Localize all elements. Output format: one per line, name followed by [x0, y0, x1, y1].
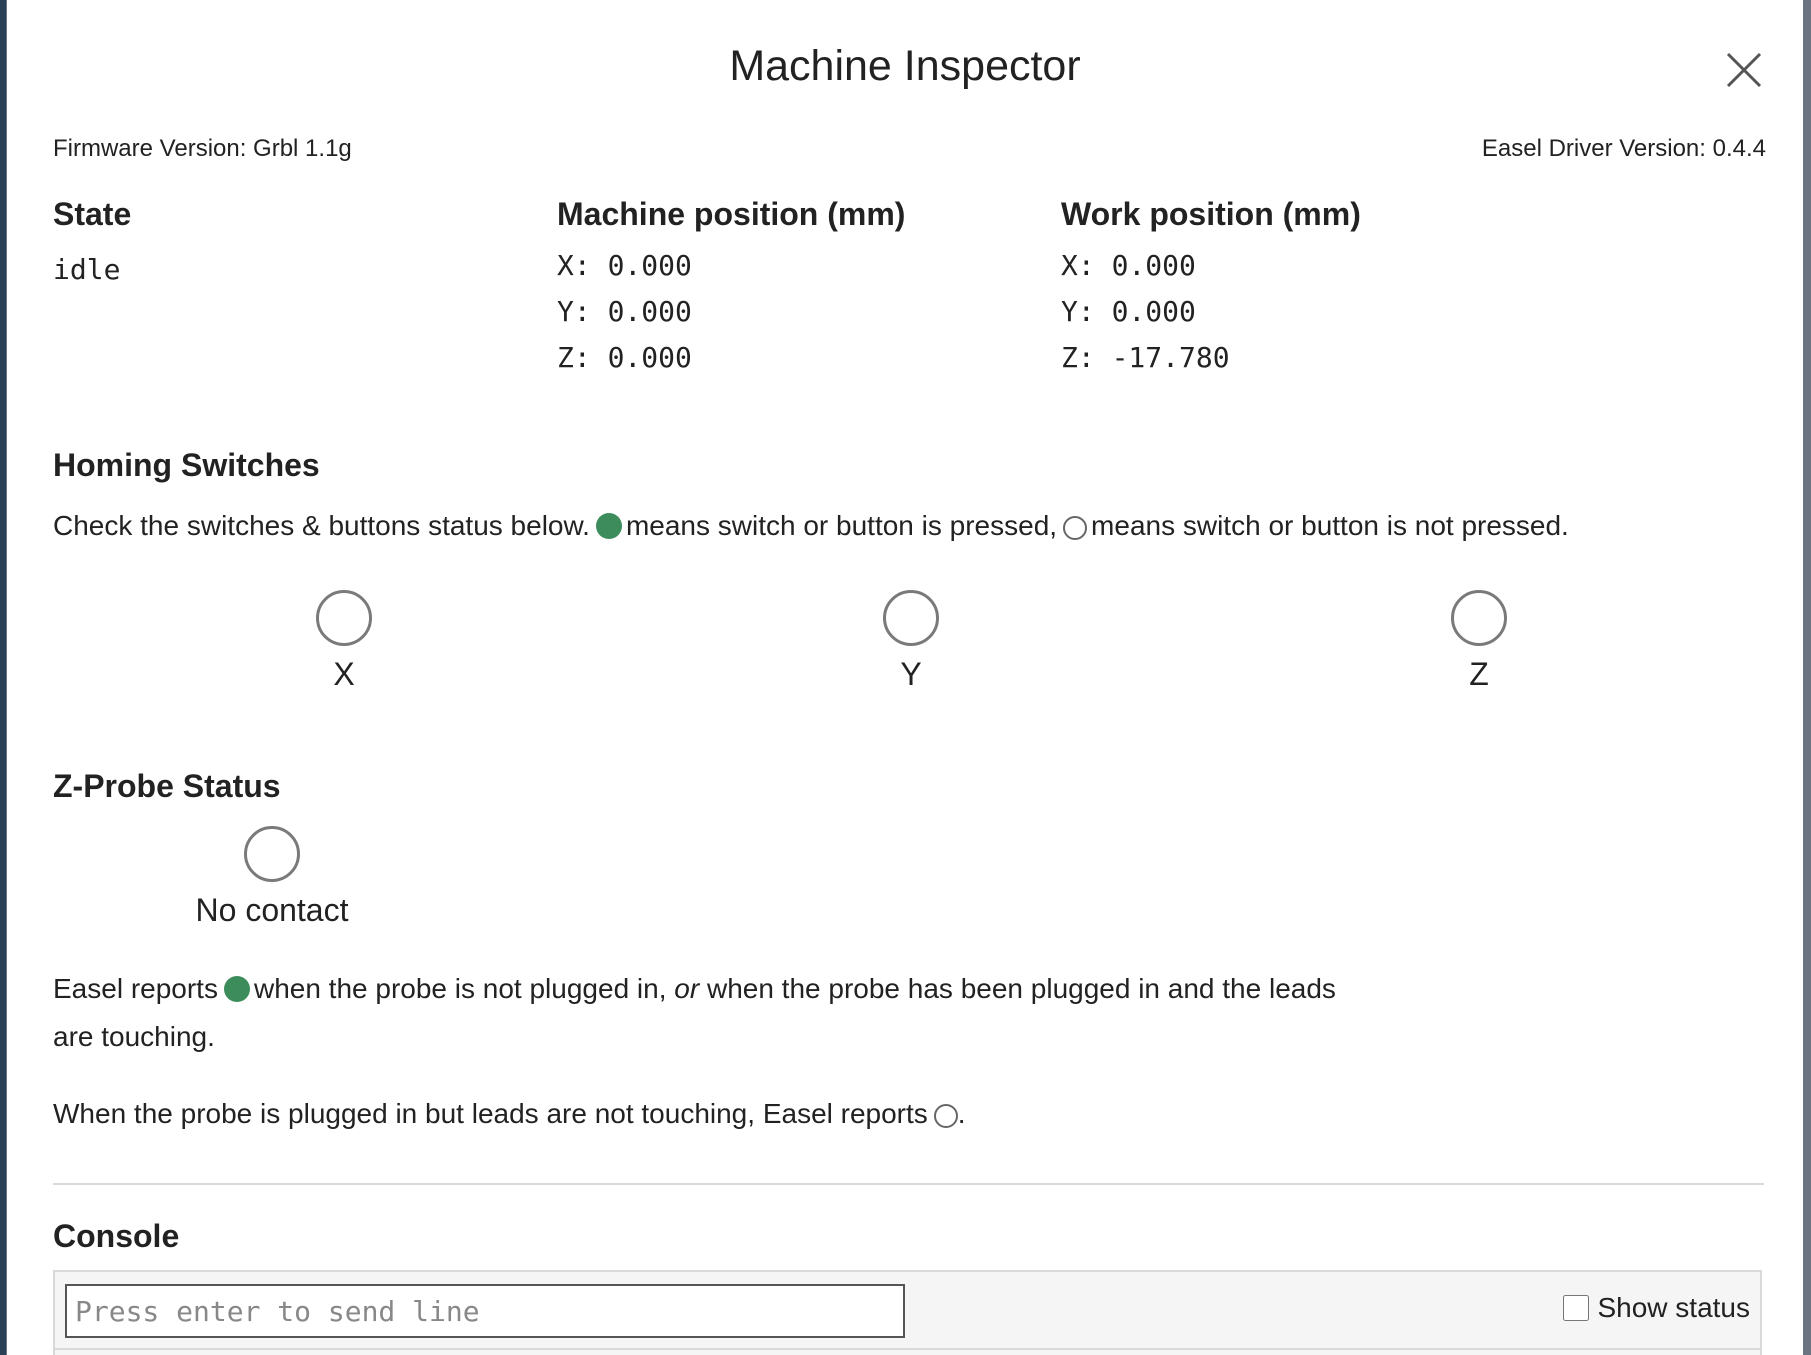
machine-y-value: Y: 0.000 — [557, 295, 692, 328]
show-status-label: Show status — [1597, 1292, 1750, 1323]
zprobe-note1-part3: when the probe has been plugged in and the leads — [706, 973, 1336, 1004]
console-output-border — [55, 1348, 1760, 1350]
state-value: idle — [53, 253, 121, 286]
switch-x-label: X — [333, 656, 355, 692]
firmware-version: Firmware Version: Grbl 1.1g — [53, 135, 352, 162]
section-divider — [53, 1183, 1764, 1185]
pressed-dot-icon — [224, 976, 250, 1002]
console-input[interactable] — [65, 1284, 905, 1338]
homing-switch-x — [284, 590, 404, 693]
zprobe-heading: Z-Probe Status — [53, 768, 281, 804]
machine-position-heading: Machine position (mm) — [557, 196, 906, 232]
machine-position-column — [557, 196, 905, 381]
close-button[interactable] — [1722, 48, 1766, 92]
close-icon — [1722, 48, 1766, 92]
driver-version: Easel Driver Version: 0.4.4 — [1481, 135, 1766, 162]
not-pressed-dot-icon — [934, 1104, 958, 1128]
zprobe-note1-or: or — [674, 973, 700, 1004]
machine-x-value: X: 0.000 — [557, 249, 692, 282]
zprobe-status-label: No contact — [195, 892, 349, 928]
machine-z-value: Z: 0.000 — [557, 341, 692, 374]
zprobe-note1-part1: Easel reports — [53, 973, 218, 1004]
work-position-column — [1061, 196, 1361, 381]
zprobe-note2-part1: When the probe is plugged in but leads are not touching, Easel reports — [53, 1098, 928, 1129]
machine-inspector-modal — [7, 0, 1803, 1355]
homing-switch-z — [1419, 590, 1539, 693]
switch-z-indicator-icon — [1451, 590, 1507, 646]
state-heading: State — [53, 196, 132, 232]
homing-description — [53, 502, 1569, 550]
zprobe-status-icon — [244, 826, 300, 882]
modal-title: Machine Inspector — [729, 42, 1081, 90]
switch-z-label: Z — [1469, 656, 1489, 692]
zprobe-note1-part2: when the probe is not plugged in, — [253, 973, 667, 1004]
show-status-toggle[interactable] — [1563, 1292, 1750, 1324]
switch-y-indicator-icon — [883, 590, 939, 646]
work-x-value: X: 0.000 — [1061, 249, 1196, 282]
work-z-value: Z: -17.780 — [1061, 341, 1230, 374]
show-status-checkbox[interactable] — [1563, 1295, 1589, 1321]
not-pressed-dot-icon — [1063, 516, 1087, 540]
homing-desc-part3: means switch or button is not pressed. — [1091, 510, 1569, 541]
homing-switch-y — [851, 590, 971, 693]
homing-desc-part2: means switch or button is pressed, — [625, 510, 1058, 541]
homing-desc-part1: Check the switches & buttons status below. — [53, 510, 590, 541]
pressed-dot-icon — [596, 513, 622, 539]
console-panel — [53, 1270, 1762, 1355]
zprobe-indicator — [172, 826, 372, 929]
zprobe-note-1 — [53, 965, 1353, 1061]
zprobe-note1-part4: are touching. — [53, 1021, 215, 1052]
console-heading: Console — [53, 1218, 180, 1254]
work-position-heading: Work position (mm) — [1061, 196, 1361, 232]
switch-x-indicator-icon — [316, 590, 372, 646]
homing-heading: Homing Switches — [53, 447, 320, 483]
zprobe-note-2 — [53, 1090, 966, 1138]
zprobe-note2-part2: . — [957, 1098, 966, 1129]
switch-y-label: Y — [900, 656, 922, 692]
work-y-value: Y: 0.000 — [1061, 295, 1196, 328]
state-column — [53, 196, 131, 286]
